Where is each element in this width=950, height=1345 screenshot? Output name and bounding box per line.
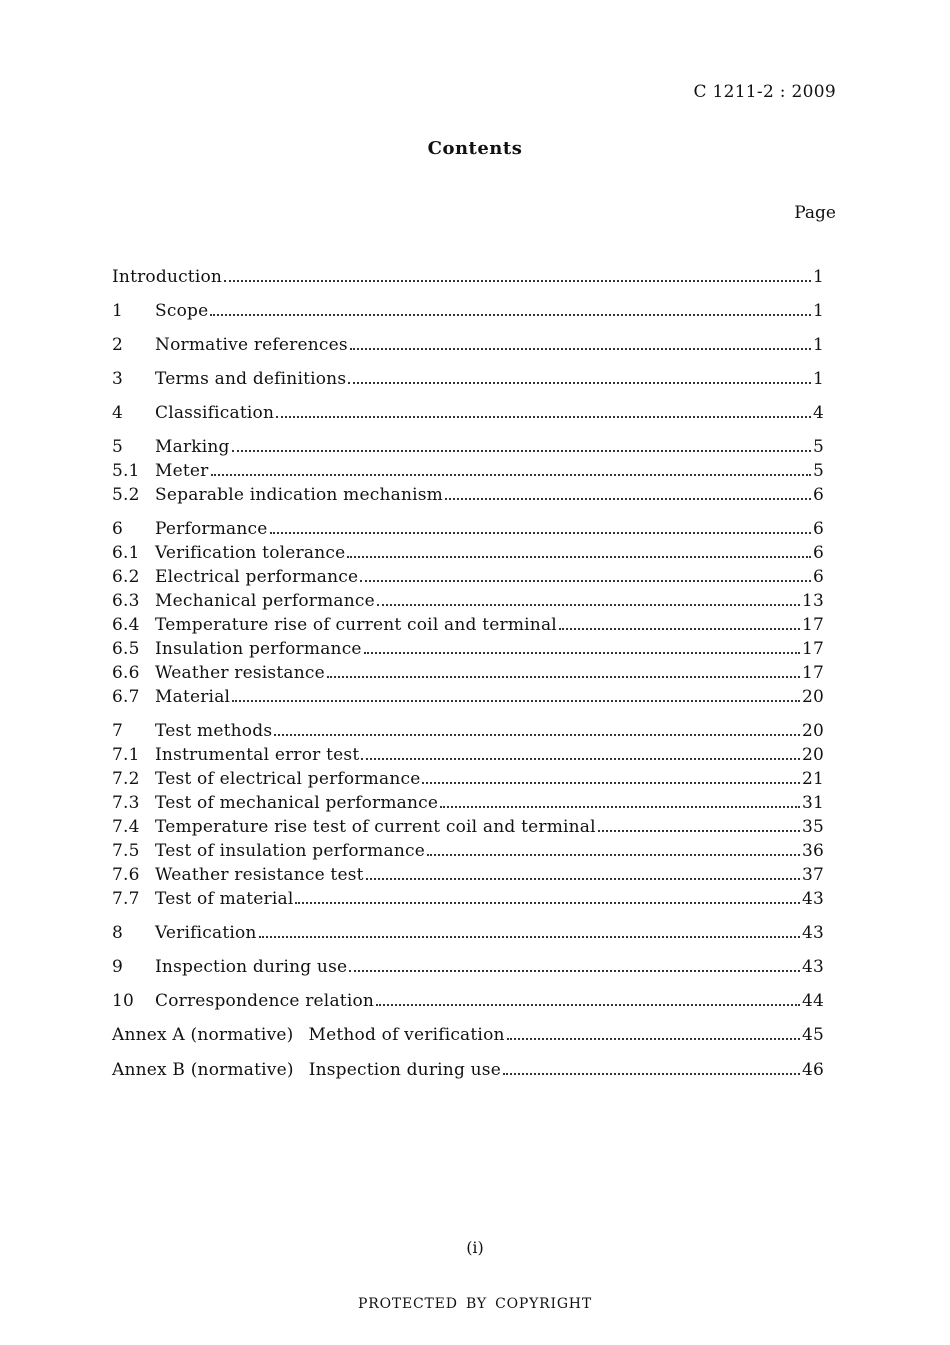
dot-leader xyxy=(211,474,811,476)
toc-annex-a[interactable] xyxy=(112,1023,824,1047)
toc-entry[interactable] xyxy=(112,483,824,507)
toc-entry-page: 20 xyxy=(801,721,824,741)
toc-entry-number: 5.1 xyxy=(112,461,140,481)
toc-entry-page: 43 xyxy=(801,957,824,977)
toc-entry-number: 9 xyxy=(112,957,124,977)
toc-entry-number: 5 xyxy=(112,437,124,457)
toc-entry-page: 6 xyxy=(812,567,824,587)
toc-entry-page: 35 xyxy=(801,817,824,837)
toc-entry-title: Scope xyxy=(155,301,209,321)
toc-entry-page: 36 xyxy=(801,841,824,861)
toc-entry-title: Instrumental error test xyxy=(155,745,360,765)
page-column-label: Page xyxy=(794,203,836,223)
toc-entry-page: 6 xyxy=(812,485,824,505)
toc-entry-title: Test methods xyxy=(155,721,273,741)
toc-entry-title: Insulation performance xyxy=(155,639,362,659)
toc-entry-title: Marking xyxy=(155,437,230,457)
toc-entry-number: 7.4 xyxy=(112,817,140,837)
toc-entry-title: Performance xyxy=(155,519,268,539)
toc-entry-number: 6 xyxy=(112,519,124,539)
annex-label: Annex B (normative) xyxy=(112,1060,294,1080)
toc-entry-number: 7.7 xyxy=(112,889,140,909)
dot-leader xyxy=(276,416,811,418)
toc-entry[interactable] xyxy=(112,661,824,685)
toc-entry-number: 4 xyxy=(112,403,124,423)
toc-entry-title: Verification tolerance xyxy=(155,543,346,563)
toc-entry-title: Verification xyxy=(155,923,257,943)
dot-leader xyxy=(348,382,811,384)
toc-entry-page: 45 xyxy=(801,1025,824,1045)
toc-entry-number: 6.2 xyxy=(112,567,140,587)
toc-entry[interactable] xyxy=(112,887,824,911)
toc-entry-title: Test of insulation performance xyxy=(155,841,425,861)
toc-entry-page: 46 xyxy=(801,1060,824,1080)
toc-entry-number: 7.3 xyxy=(112,793,140,813)
toc-entry[interactable] xyxy=(112,839,824,863)
toc-entry-number: 7.5 xyxy=(112,841,140,861)
toc-entry-title: Test of material xyxy=(155,889,294,909)
annex-label: Annex A (normative) xyxy=(112,1025,294,1045)
toc-entry-number: 2 xyxy=(112,335,124,355)
dot-leader xyxy=(377,604,800,606)
dot-leader xyxy=(274,734,800,736)
toc-entry-page: 1 xyxy=(812,369,824,389)
toc-entry[interactable] xyxy=(112,299,824,323)
toc-entry[interactable] xyxy=(112,989,824,1013)
dot-leader xyxy=(349,970,800,972)
toc-entry[interactable] xyxy=(112,637,824,661)
toc-entry-page: 17 xyxy=(801,615,824,635)
toc-entry[interactable] xyxy=(112,565,824,589)
dot-leader xyxy=(210,314,811,316)
page-title: Contents xyxy=(427,138,523,159)
toc-entry-page: 5 xyxy=(812,461,824,481)
toc-entry-page: 20 xyxy=(801,687,824,707)
toc-entry-title: Weather resistance test xyxy=(155,865,364,885)
toc-entry-page: 44 xyxy=(801,991,824,1011)
dot-leader xyxy=(507,1038,800,1040)
toc-entry-number: 7.6 xyxy=(112,865,140,885)
toc-entry-title: Introduction xyxy=(112,267,223,287)
toc-annex-b[interactable] xyxy=(112,1058,824,1082)
dot-leader xyxy=(347,556,811,558)
toc-entry[interactable] xyxy=(112,719,824,743)
dot-leader xyxy=(422,782,800,784)
toc-entry-number: 8 xyxy=(112,923,124,943)
toc-entry[interactable] xyxy=(112,367,824,391)
dot-leader xyxy=(503,1073,800,1075)
dot-leader xyxy=(350,348,811,350)
toc-entry[interactable] xyxy=(112,613,824,637)
table-of-contents xyxy=(112,265,824,1082)
toc-entry[interactable] xyxy=(112,921,824,945)
toc-entry-page: 1 xyxy=(812,301,824,321)
toc-entry-number: 5.2 xyxy=(112,485,140,505)
toc-entry-title: Correspondence relation xyxy=(155,991,375,1011)
copyright-notice: PROTECTED BY COPYRIGHT xyxy=(358,1296,592,1312)
toc-entry[interactable] xyxy=(112,743,824,767)
toc-entry[interactable] xyxy=(112,955,824,979)
dot-leader xyxy=(598,830,800,832)
dot-leader xyxy=(366,878,800,880)
toc-entry[interactable] xyxy=(112,541,824,565)
toc-entry-number: 7.2 xyxy=(112,769,140,789)
dot-leader xyxy=(224,280,811,282)
toc-entry-title: Separable indication mechanism xyxy=(155,485,444,505)
toc-entry-title: Temperature rise of current coil and terminal xyxy=(155,615,557,635)
toc-entry-page: 5 xyxy=(812,437,824,457)
toc-entry[interactable] xyxy=(112,589,824,613)
toc-entry-title: Meter xyxy=(155,461,209,481)
toc-entry-introduction[interactable] xyxy=(112,265,824,289)
toc-entry-number: 6.4 xyxy=(112,615,140,635)
toc-entry[interactable] xyxy=(112,517,824,541)
toc-entry-title: Electrical performance xyxy=(155,567,359,587)
toc-entry-title: Test of electrical performance xyxy=(155,769,421,789)
toc-entry[interactable] xyxy=(112,459,824,483)
toc-entry-title: Inspection during use xyxy=(155,957,348,977)
toc-entry-number: 6.1 xyxy=(112,543,140,563)
toc-entry-page: 20 xyxy=(801,745,824,765)
toc-entry[interactable] xyxy=(112,685,824,709)
toc-entry-page: 17 xyxy=(801,639,824,659)
dot-leader xyxy=(295,902,800,904)
toc-entry-number: 6.6 xyxy=(112,663,140,683)
toc-entry-page: 6 xyxy=(812,543,824,563)
toc-entry-number: 6.3 xyxy=(112,591,140,611)
toc-entry-title: Normative references xyxy=(155,335,348,355)
dot-leader xyxy=(232,450,811,452)
toc-entry-title: Mechanical performance xyxy=(155,591,375,611)
dot-leader xyxy=(232,700,800,702)
toc-entry-page: 43 xyxy=(801,889,824,909)
toc-entry-page: 21 xyxy=(801,769,824,789)
toc-entry[interactable] xyxy=(112,791,824,815)
toc-entry-title: Weather resistance xyxy=(155,663,325,683)
toc-entry-title: Inspection during use xyxy=(308,1060,501,1080)
toc-entry-title: Terms and definitions xyxy=(155,369,347,389)
toc-entry[interactable] xyxy=(112,401,824,425)
dot-leader xyxy=(259,936,800,938)
footer-page-number: (i) xyxy=(466,1238,484,1257)
dot-leader xyxy=(361,758,800,760)
toc-entry-number: 7 xyxy=(112,721,124,741)
toc-entry-title: Temperature rise test of current coil and terminal xyxy=(155,817,596,837)
toc-entry-number: 10 xyxy=(112,991,135,1011)
toc-entry-page: 1 xyxy=(812,335,824,355)
dot-leader xyxy=(364,652,800,654)
toc-entry-page: 13 xyxy=(801,591,824,611)
toc-entry-number: 3 xyxy=(112,369,124,389)
toc-entry-number: 1 xyxy=(112,301,124,321)
dot-leader xyxy=(327,676,800,678)
toc-entry-title: Test of mechanical performance xyxy=(155,793,439,813)
toc-entry-page: 37 xyxy=(801,865,824,885)
toc-entry-page: 43 xyxy=(801,923,824,943)
dot-leader xyxy=(270,532,811,534)
toc-entry-number: 6.5 xyxy=(112,639,140,659)
toc-entry-number: 6.7 xyxy=(112,687,140,707)
dot-leader xyxy=(559,628,800,630)
toc-entry-page: 17 xyxy=(801,663,824,683)
toc-entry-page: 4 xyxy=(812,403,824,423)
document-id: C 1211-2 : 2009 xyxy=(693,82,836,102)
toc-entry[interactable] xyxy=(112,767,824,791)
toc-entry-page: 6 xyxy=(812,519,824,539)
dot-leader xyxy=(376,1004,800,1006)
toc-entry[interactable] xyxy=(112,863,824,887)
toc-entry-title: Material xyxy=(155,687,231,707)
toc-entry-title: Method of verification xyxy=(308,1025,505,1045)
toc-entry-number: 7.1 xyxy=(112,745,140,765)
dot-leader xyxy=(360,580,811,582)
dot-leader xyxy=(440,806,800,808)
toc-entry-page: 1 xyxy=(812,267,824,287)
toc-entry[interactable] xyxy=(112,333,824,357)
toc-entry-title: Classification xyxy=(155,403,275,423)
dot-leader xyxy=(427,854,800,856)
toc-entry[interactable] xyxy=(112,815,824,839)
dot-leader xyxy=(445,498,811,500)
toc-entry-page: 31 xyxy=(801,793,824,813)
toc-entry[interactable] xyxy=(112,435,824,459)
